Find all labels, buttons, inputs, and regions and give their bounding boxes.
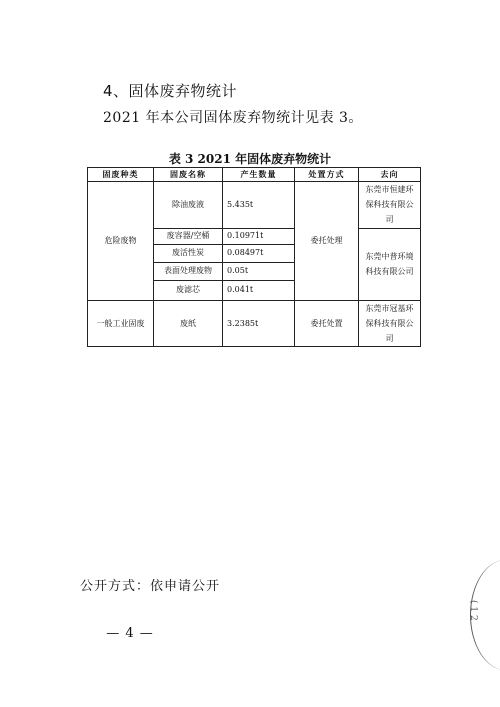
quantity-cell: 0.08497t (223, 244, 295, 262)
quantity-cell: 0.041t (223, 280, 295, 300)
header-quantity: 产生数量 (223, 168, 295, 182)
destination-cell: 东莞中普环境科技有限公司 (359, 228, 421, 300)
header-category: 固废种类 (88, 168, 154, 182)
hazardous-category-cell: 危险废物 (88, 182, 154, 301)
table-header-row (88, 168, 421, 182)
hazardous-disposal-cell: 委托处理 (295, 182, 359, 301)
waste-name-cell: 废容器/空桶 (154, 228, 223, 244)
intro-paragraph: 2021 年本公司固体废弃物统计见表 3。 (103, 110, 363, 126)
quantity-cell: 0.05t (223, 262, 295, 280)
quantity-cell: 3.2385t (223, 300, 295, 347)
section-heading: 4、固体废弃物统计 (103, 82, 238, 100)
destination-cell: 东莞市冠基环保科技有限公司 (359, 300, 421, 347)
quantity-cell: 0.10971t (223, 228, 295, 244)
table-row (88, 300, 421, 347)
table-row (88, 182, 421, 229)
general-disposal-cell: 委托处置 (295, 300, 359, 347)
disclosure-method: 公开方式：依申请公开 (80, 579, 221, 594)
header-waste-name: 固废名称 (154, 168, 223, 182)
table-title: 表 3 2021 年固体废弃物统计 (168, 152, 332, 166)
waste-name-cell: 废滤芯 (154, 280, 223, 300)
quantity-cell: 5.435t (223, 182, 295, 229)
waste-name-cell: 废活性炭 (154, 244, 223, 262)
page-number: — 4 — (106, 626, 154, 641)
solid-waste-table (87, 167, 421, 347)
header-disposal: 处置方式 (295, 168, 359, 182)
waste-name-cell: 废纸 (154, 300, 223, 347)
waste-name-cell: 除油废液 (154, 182, 223, 229)
general-category-cell: 一般工业固废 (88, 300, 154, 347)
header-destination: 去向 (359, 168, 421, 182)
destination-cell: 东莞市恒建环保科技有限公司 (359, 182, 421, 229)
waste-name-cell: 表面处理废物 (154, 262, 223, 280)
seal-fragment-text: ( 1 2 (468, 600, 478, 621)
